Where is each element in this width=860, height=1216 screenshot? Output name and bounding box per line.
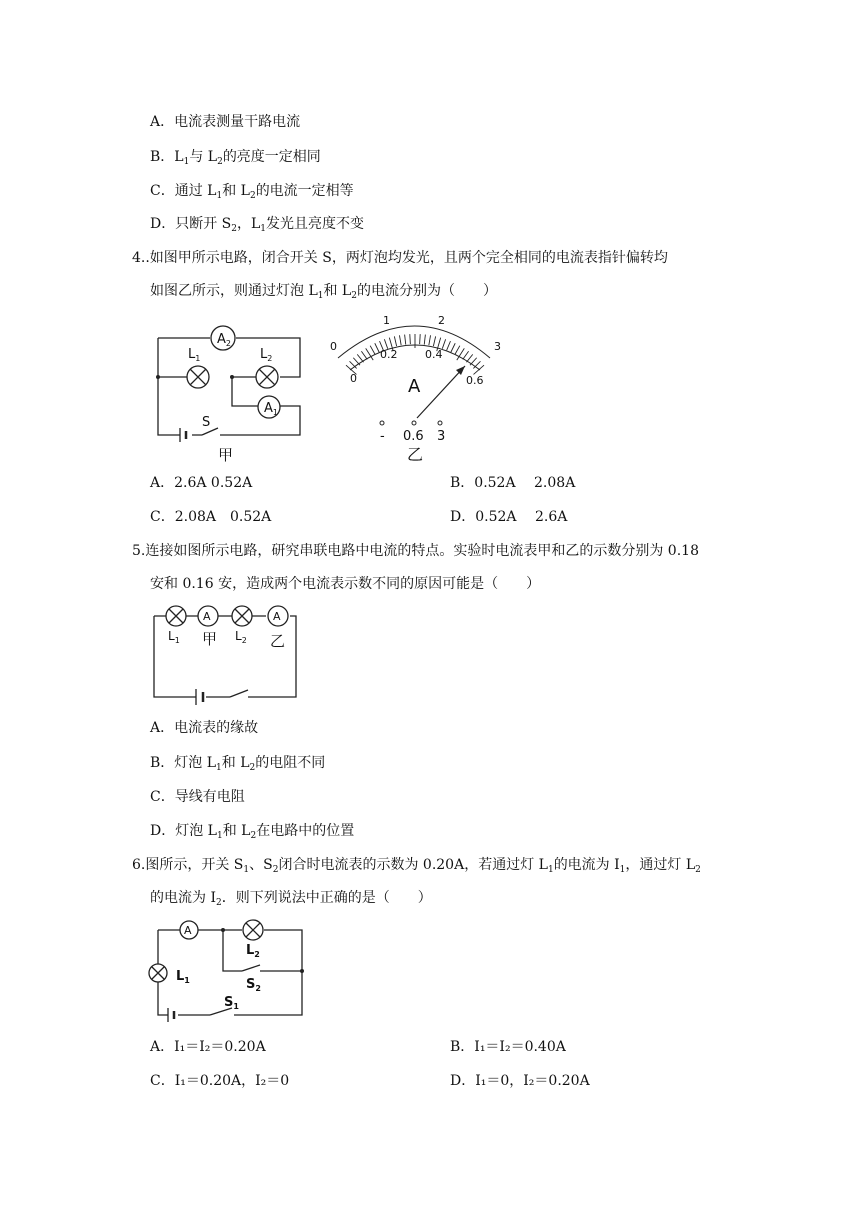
dial-top-2: 2 (438, 314, 445, 327)
dial-top-1: 1 (383, 314, 390, 327)
q4-stem-line1: 4..如图甲所示电路，闭合开关 S，两灯泡均发光，且两个完全相同的电流表指针偏转均 (132, 250, 668, 266)
s2-label: $S_2$ (246, 977, 261, 993)
dial-top-3: 3 (494, 340, 501, 353)
q3-option-b: B．$L_1$与 $L_2$的亮度一定相同 (150, 149, 321, 167)
l2-label: $L_2$ (260, 347, 273, 363)
l2-label: $L_2$ (235, 629, 247, 645)
a1-label: $A_1$ (264, 401, 278, 417)
q5-stem-line1: 5.连接如图所示电路，研究串联电路中电流的特点。实验时电流表甲和乙的示数分别为 0.18 (132, 543, 699, 559)
q4-stem-line2: 如图乙所示，则通过灯泡 $L_1$和 $L_2$的电流分别为（ ） (150, 283, 497, 301)
q5-option-a: A．电流表的缘故 (150, 720, 259, 736)
q3-option-a: A．电流表测量干路电流 (150, 114, 301, 130)
ammeter-jia-label: 甲 (202, 630, 218, 648)
dial-bottom-0: 0 (350, 372, 357, 385)
dial-tick (410, 334, 411, 344)
l1-label: $L_1$ (188, 347, 201, 363)
q3-option-c: C．通过 $L_1$和 $L_2$的电流一定相等 (150, 183, 354, 201)
dial-tick (375, 343, 379, 352)
q4-ammeter-dial-yi (320, 306, 520, 466)
dial-tick (442, 339, 445, 348)
dial-needle (417, 366, 465, 418)
q4-option-d: D．0.52A 2.6A (450, 509, 568, 525)
a2-label: $A_2$ (217, 332, 231, 348)
q6-stem-line1: 6.图所示，开关 $S_1$、$S_2$闭合时电流表的示数为 0.20A，若通过灯 $L_1$的电流为 $I_1$，通过灯 $L_2$ (132, 857, 701, 875)
q6-option-b: B．I₁＝I₂＝0.40A (450, 1039, 566, 1055)
q4-option-a: A．2.6A 0.52A (150, 475, 253, 491)
s1-label: $S_1$ (224, 995, 239, 1011)
dial-tick (433, 336, 435, 346)
dial-tick (394, 336, 396, 346)
dial-tick (429, 335, 431, 345)
q5-stem-line2: 安和 0.16 安，造成两个电流表示数不同的原因可能是（ ） (150, 576, 541, 592)
q4-option-c: C．2.08A 0.52A (150, 509, 272, 525)
switch-s-label: S (202, 415, 211, 430)
q4-option-b: B．0.52A 2.08A (450, 475, 576, 491)
dial-tick (405, 335, 406, 345)
dial-bottom-0.6: 0.6 (466, 374, 484, 387)
dial-unit-a: A (408, 376, 421, 397)
q4-circuit-jia (150, 320, 310, 465)
dial-tick (420, 334, 421, 344)
dial-top-0: 0 (330, 340, 337, 353)
ammeter-yi-label: 乙 (270, 632, 286, 650)
dial-tick (447, 341, 451, 350)
ammeter-symbol: A (184, 924, 192, 937)
terminal-minus: - (380, 429, 385, 444)
l2-label: $L_2$ (246, 943, 260, 959)
q6-option-c: C．I₁＝0.20A，I₂＝0 (150, 1073, 290, 1089)
dial-tick (361, 351, 367, 359)
dial-tick (370, 346, 375, 355)
q5-option-d: D．灯泡 $L_1$和 $L_2$在电路中的位置 (150, 823, 355, 841)
dial-tick (424, 335, 425, 345)
q6-option-a: A．I₁＝I₂＝0.20A (150, 1039, 266, 1055)
dial-tick (463, 351, 469, 359)
q5-option-c: C．导线有电阻 (150, 789, 245, 805)
terminal-3: 3 (437, 429, 446, 444)
terminal-0.6: 0.6 (403, 429, 424, 444)
dial-tick (451, 343, 455, 352)
ammeter-yi-symbol: A (273, 610, 281, 623)
caption-yi: 乙 (407, 445, 424, 464)
l1-label: $L_1$ (176, 969, 190, 985)
l1-label: $L_1$ (168, 629, 180, 645)
dial-tick (399, 335, 401, 345)
q5-option-b: B．灯泡 $L_1$和 $L_2$的电阻不同 (150, 755, 326, 773)
dial-tick (455, 346, 460, 355)
q3-option-d: D．只断开 $S_2$，$L_1$发光且亮度不变 (150, 216, 365, 234)
caption-jia: 甲 (218, 446, 234, 464)
dial-bottom-0.4: 0.4 (425, 348, 443, 361)
ammeter-jia-symbol: A (203, 610, 211, 623)
q6-option-d: D．I₁＝0，I₂＝0.20A (450, 1073, 590, 1089)
q6-circuit (148, 918, 308, 1018)
dial-bottom-0.2: 0.2 (380, 348, 398, 361)
q5-series-circuit (150, 602, 300, 702)
q6-stem-line2: 的电流为 $I_2$．则下列说法中正确的是（ ） (150, 890, 432, 908)
